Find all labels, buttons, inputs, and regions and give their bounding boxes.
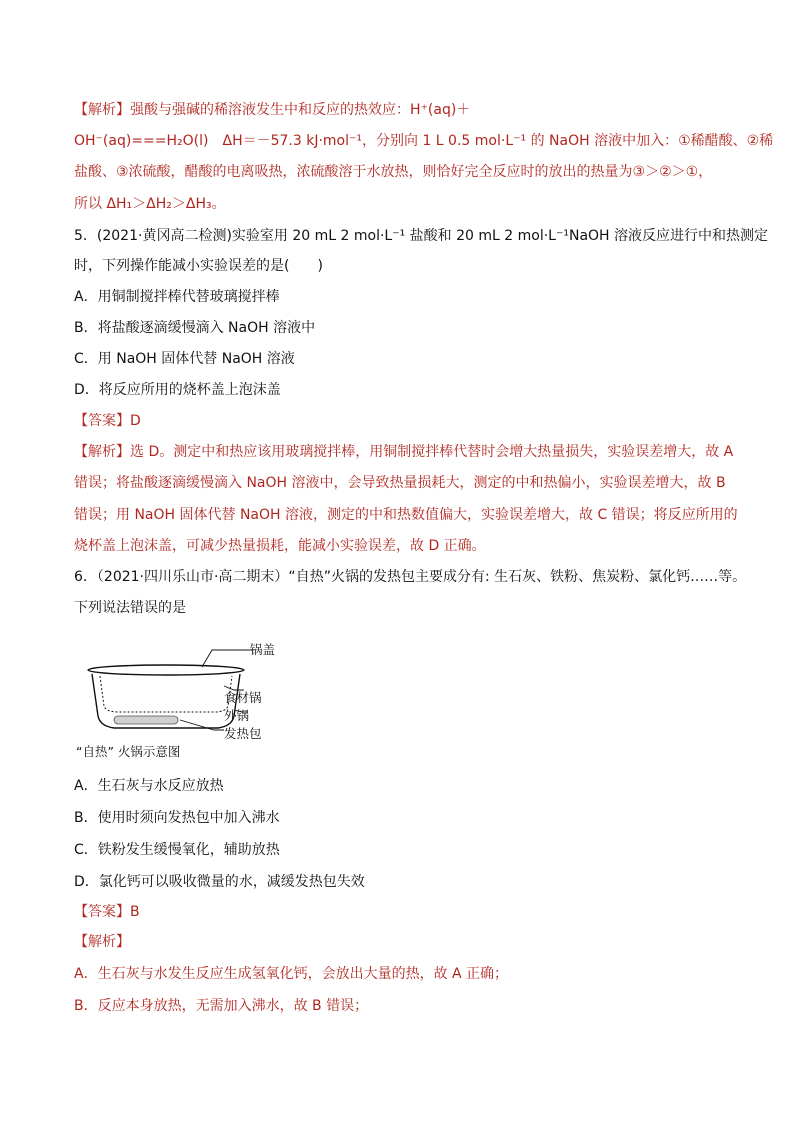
- q4-analysis-line-1: [74, 100, 470, 120]
- q6-stem-line-2: 下列说法错误的是: [74, 600, 186, 616]
- q5-stem-line-1: 5．(2021·黄冈高二检测)实验室用 20 mL 2 mol·L⁻¹ 盐酸和 20 mL 2 mol·L⁻¹NaOH 溶液反应进行中和热测定: [74, 228, 769, 244]
- hotpot-diagram: [76, 640, 284, 765]
- food-pot-shape: [100, 676, 232, 712]
- q5-stem-line-2: 时，下列操作能减小实验误差的是( ): [74, 258, 323, 274]
- q6-option-b: B．使用时须向发热包中加入沸水: [74, 810, 280, 826]
- q4-analysis-text-1: 强酸与强碱的稀溶液发生中和反应的热效应：H⁺(aq)＋: [130, 102, 471, 118]
- lid-shape: [88, 665, 244, 675]
- q4-analysis-line-3: 盐酸、③浓硫酸，醋酸的电离吸热，浓硫酸溶于水放热，则恰好完全反应时的放出的热量为③＞②＞①，: [74, 164, 713, 180]
- lid-leader: [202, 650, 254, 667]
- q4-analysis-line-4: 所以 ΔH₁＞ΔH₂＞ΔH₃。: [74, 196, 226, 212]
- q5-option-c: C．用 NaOH 固体代替 NaOH 溶液: [74, 351, 295, 367]
- heating-pack-shape: [114, 716, 178, 724]
- q5-answer-tag: 【答案】: [74, 413, 130, 429]
- q6-option-a: A．生石灰与水反应放热: [74, 778, 224, 794]
- label-heating-pack: 发热包: [224, 726, 262, 741]
- q6-answer: [74, 902, 140, 922]
- label-food-pot: 食材锅: [224, 690, 262, 705]
- hotpot-diagram-svg: [76, 640, 284, 765]
- q4-analysis-line-2: OH⁻(aq)===H₂O(l) ΔH＝－57.3 kJ·mol⁻¹，分别向 1 L 0.5 mol·L⁻¹ 的 NaOH 溶液中加入：①稀醋酸、②稀: [74, 133, 774, 149]
- q5-option-a: A．用铜制搅拌棒代替玻璃搅拌棒: [74, 289, 280, 305]
- q6-analysis-b: B．反应本身放热，无需加入沸水，故 B 错误；: [74, 998, 369, 1014]
- q5-answer-value: D: [130, 413, 141, 429]
- q6-answer-tag: 【答案】: [74, 904, 130, 920]
- q5-analysis-tag: 【解析】: [74, 444, 130, 460]
- q5-option-d: D．将反应所用的烧杯盖上泡沫盖: [74, 382, 281, 398]
- label-lid: 锅盖: [250, 642, 276, 657]
- q6-option-d: D．氯化钙可以吸收微量的水，减缓发热包失效: [74, 874, 365, 890]
- q5-analysis-line-1: [74, 442, 733, 462]
- q5-answer: [74, 411, 141, 431]
- q6-option-c: C．铁粉发生缓慢氧化，辅助放热: [74, 842, 280, 858]
- q5-analysis-text-1: 选 D。测定中和热应该用玻璃搅拌棒，用铜制搅拌棒代替时会增大热量损失，实验误差增大，故 A: [130, 444, 734, 460]
- q5-analysis-line-2: 错误；将盐酸逐滴缓慢滴入 NaOH 溶液中，会导致热量损耗大，测定的中和热偏小，实验误差增大，故 B: [74, 475, 726, 491]
- q6-stem-line-1: 6．（2021·四川乐山市·高二期末）“自热”火锅的发热包主要成分有: 生石灰、铁粉、焦炭粉、氯化钙……等。: [74, 569, 747, 585]
- q5-analysis-line-3: 错误；用 NaOH 固体代替 NaOH 溶液，测定的中和热数值偏大，实验误差增大，故 C 错误；将反应所用的: [74, 507, 738, 523]
- q4-analysis-tag: 【解析】: [74, 102, 130, 118]
- label-outer-pot: 外锅: [224, 708, 250, 723]
- q5-option-b: B．将盐酸逐滴缓慢滴入 NaOH 溶液中: [74, 320, 316, 336]
- figure-caption: “自热” 火锅示意图: [76, 744, 181, 759]
- q6-answer-value: B: [130, 904, 140, 920]
- q5-analysis-line-4: 烧杯盖上泡沫盖，可减少热量损耗，能减小实验误差，故 D 正确。: [74, 538, 486, 554]
- q6-analysis-a: A．生石灰与水发生反应生成氢氧化钙，会放出大量的热，故 A 正确；: [74, 966, 509, 982]
- q6-analysis-tag: 【解析】: [74, 934, 130, 950]
